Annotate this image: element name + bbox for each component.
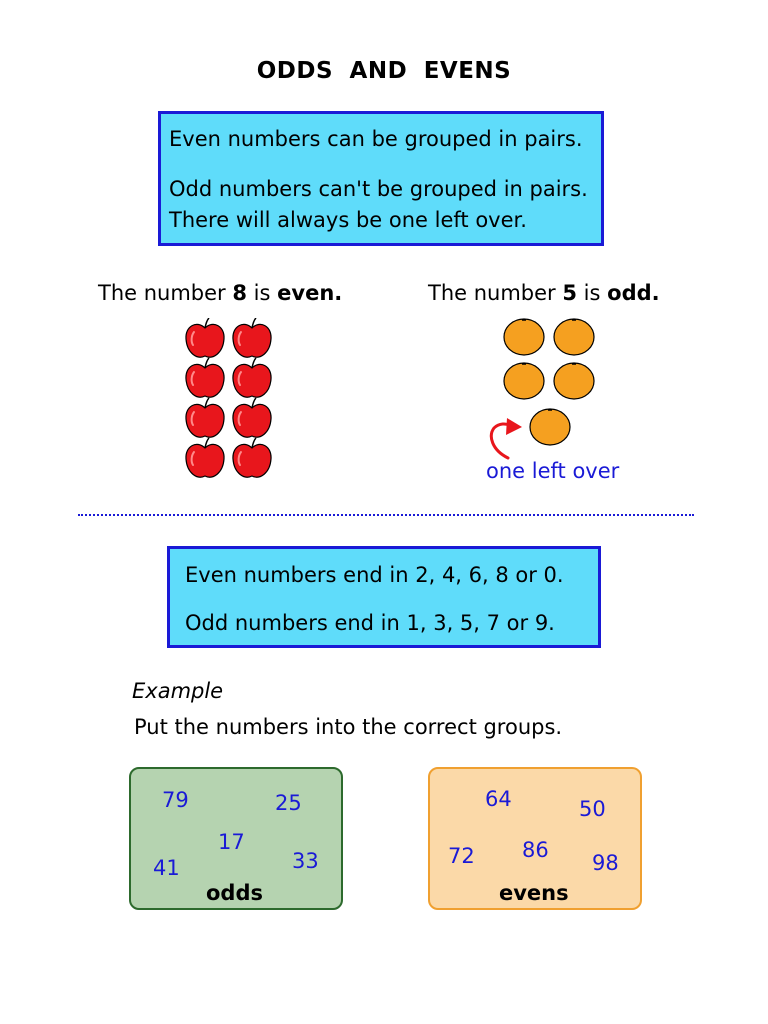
odds-group-label: odds (206, 881, 263, 905)
orange-icon (504, 363, 544, 399)
leftover-rule-text: There will always be one left over. (169, 208, 527, 232)
odds-number: 79 (162, 788, 189, 812)
apple-icon (233, 398, 271, 437)
pairs-rule-box (158, 111, 604, 246)
orange-icon (554, 363, 594, 399)
apple-icon (186, 438, 224, 477)
endings-rule-box (167, 546, 601, 648)
orange-icon (504, 319, 544, 355)
even-endings-text: Even numbers end in 2, 4, 6, 8 or 0. (185, 563, 564, 587)
evens-number: 72 (448, 844, 475, 868)
even-caption-prefix: The number (98, 281, 233, 305)
evens-number: 64 (485, 787, 512, 811)
orange-icon (554, 319, 594, 355)
odd-rule-text: Odd numbers can't be grouped in pairs. (169, 177, 588, 201)
evens-number: 98 (592, 851, 619, 875)
dotted-divider (78, 514, 694, 516)
odds-group-box (129, 767, 343, 910)
apple-icon (233, 318, 271, 357)
even-rule-text: Even numbers can be grouped in pairs. (169, 127, 583, 151)
evens-group-box (428, 767, 642, 910)
one-left-over-label: one left over (486, 459, 620, 483)
apple-icon (233, 358, 271, 397)
apple-icon (186, 318, 224, 357)
apple-icon (233, 438, 271, 477)
even-caption-word: even. (277, 281, 343, 305)
odds-number: 17 (218, 830, 245, 854)
evens-number: 50 (579, 797, 606, 821)
example-heading: Example (132, 679, 224, 703)
curved-arrow-icon (482, 412, 526, 460)
apple-icon (186, 398, 224, 437)
even-caption-middle: is (247, 281, 278, 305)
orange-icon (530, 409, 570, 445)
even-caption (98, 281, 342, 305)
odds-number: 41 (153, 856, 180, 880)
odd-endings-text: Odd numbers end in 1, 3, 5, 7 or 9. (185, 611, 555, 635)
odd-caption-number: 5 (562, 281, 577, 305)
apples-illustration (180, 318, 280, 488)
odd-caption-word: odd. (607, 281, 660, 305)
odd-caption-middle: is (577, 281, 608, 305)
odds-number: 25 (275, 791, 302, 815)
page-title: ODDS AND EVENS (256, 58, 512, 84)
example-instruction: Put the numbers into the correct groups. (134, 715, 563, 739)
odds-number: 33 (292, 849, 319, 873)
odd-caption (428, 281, 660, 305)
even-caption-number: 8 (232, 281, 247, 305)
odd-caption-prefix: The number (428, 281, 563, 305)
evens-group-label: evens (499, 881, 569, 905)
evens-number: 86 (522, 838, 549, 862)
apple-icon (186, 358, 224, 397)
